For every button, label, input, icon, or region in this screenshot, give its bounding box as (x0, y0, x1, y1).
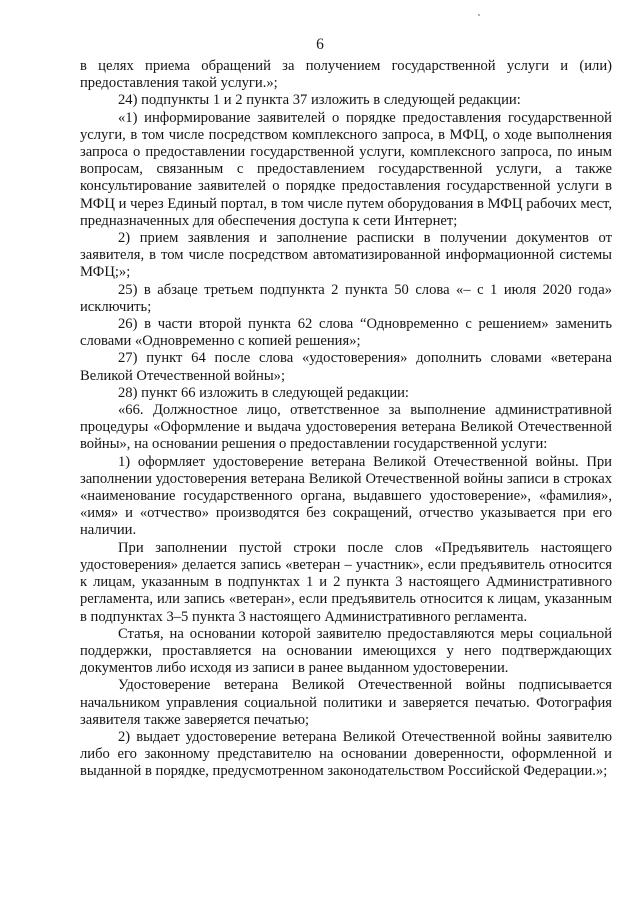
paragraph-clause-66-subitem-1: 1) оформляет удостоверение ветерана Великой Отечественной войны. При заполнении удостоверения ветерана Великой Отечественной войны записи в строках «наименование государственного органа, выдавшего удостоверение», «фамилия», «имя» и «отчество» производятся без сокращений, отчество указывается при его наличии. (80, 453, 612, 539)
paragraph-subitem-1-informing: «1) информирование заявителей о порядке предоставления государственной услуги, в том числе посредством комплексного запроса, в МФЦ, о ходе выполнения запроса о предоставлении государственной услуги, комплексного запроса, по иным вопросам, связанным с предоставлением государственной услуги, а также консультирование заявителей о порядке предоставления государственной услуги в МФЦ и через Единый портал, в том числе путем оборудования в МФЦ рабочих мест, предназначенных для обеспечения доступа к сети Интернет; (80, 109, 612, 229)
paragraph-signature-rule: Удостоверение ветерана Великой Отечественной войны подписывается начальником управления социальной политики и заверяется печатью. Фотография заявителя также заверяется печатью; (80, 677, 612, 728)
paragraph-clause-66-subitem-2: 2) выдает удостоверение ветерана Великой Отечественной войны заявителю либо его законному представителю на основании доверенности, оформленной и выданной в порядке, предусмотренном законодательством Российской Федерации.»; (80, 728, 612, 780)
paragraph-item-26: 26) в части второй пункта 62 слова “Одновременно с решением» заменить словами «Одновременно с копией решения»; (80, 316, 612, 350)
paragraph-item-28: 28) пункт 66 изложить в следующей редакции: (118, 384, 409, 401)
paragraph-article-rule: Статья, на основании которой заявителю предоставляются меры социальной поддержки, проставляется на основании имеющихся у него подтверждающих документов либо исходя из записи в ранее выданном удостоверении. (80, 625, 612, 677)
paragraph-continuation: в целях приема обращений за получением государственной услуги и (или) предоставления такой услуги.»; (80, 58, 612, 92)
paragraph-blank-line-rule: При заполнении пустой строки после слов «Предъявитель настоящего удостоверения» делается запись «ветеран – участник», если предъявитель относится к лицам, указанным в подпунктах 1 и 2 пункта 3 настоящего Административного регламента, или запись «ветеран», если предъявитель относится к лицам, указанным в подпунктах 3–5 пункта 3 настоящего Административного регламента. (80, 539, 612, 625)
paragraph-subitem-2-application: 2) прием заявления и заполнение расписки в получении документов от заявителя, в том числе посредством автоматизированной информационной системы МФЦ;»; (80, 230, 612, 281)
paragraph-item-24: 24) подпункты 1 и 2 пункта 37 изложить в следующей редакции: (118, 92, 521, 109)
paragraph-item-27: 27) пункт 64 после слова «удостоверения» дополнить словами «ветерана Великой Отечественной войны»; (80, 350, 612, 384)
paragraph-item-25: 25) в абзаце третьем подпункта 2 пункта 50 слова «– с 1 июля 2020 года» исключить; (80, 281, 612, 315)
paragraph-clause-66: «66. Должностное лицо, ответственное за выполнение административной процедуры «Оформление и выдача удостоверения ветерана Великой Отечественной войны», на основании решения о предоставлении государственной услуги: (80, 402, 612, 453)
scan-speck (478, 14, 480, 16)
page-number: 6 (316, 36, 324, 53)
document-body (80, 58, 612, 781)
